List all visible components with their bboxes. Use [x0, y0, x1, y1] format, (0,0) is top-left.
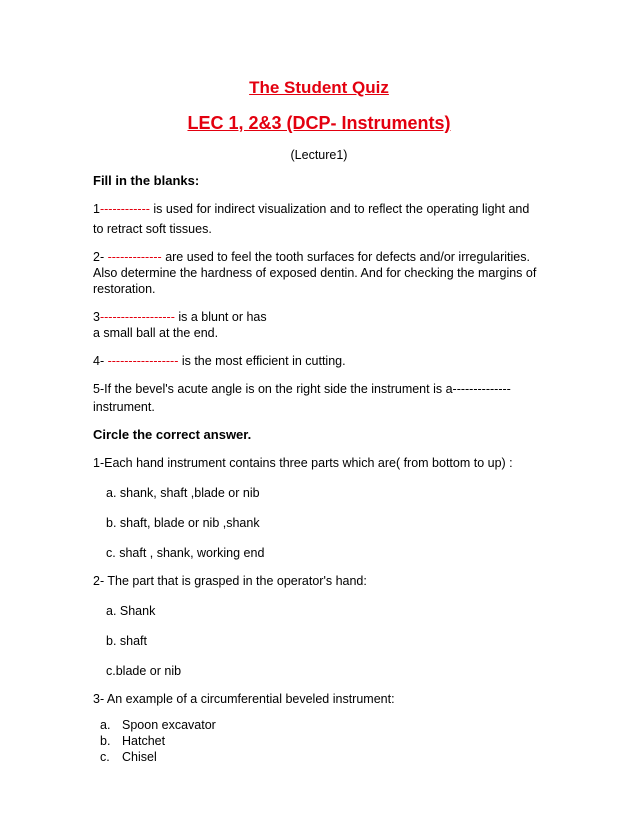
option-3a: a. Spoon excavator	[100, 718, 216, 732]
option-3c: c. Chisel	[100, 750, 157, 764]
quiz-content	[93, 173, 543, 765]
fill-question-1: 1------------ is used for indirect visualization and to reflect the operating light and to retract soft tissues.	[93, 202, 530, 236]
option-2b: b. shaft	[106, 634, 147, 648]
option-2a: a. Shank	[106, 604, 156, 618]
circle-answer-heading: Circle the correct answer.	[93, 427, 252, 442]
fill-blanks-heading: Fill in the blanks:	[93, 173, 200, 188]
circle-question-2: 2- The part that is grasped in the operator's hand:	[93, 574, 367, 588]
circle-question-3: 3- An example of a circumferential beveled instrument:	[93, 692, 395, 706]
option-3b: b. Hatchet	[100, 734, 166, 748]
fill-question-4: 4- ----------------- is the most efficient in cutting.	[93, 354, 346, 368]
page-title: The Student Quiz	[249, 78, 389, 97]
fill-question-2: 2- ------------- are used to feel the tooth surfaces for defects and/or irregularities. Also determine the hardness of exposed dentin. And for checking the margins of restoration.	[93, 250, 537, 296]
option-list-3	[93, 717, 543, 765]
lecture-label: (Lecture1)	[290, 148, 348, 162]
option-1b: b. shaft, blade or nib ,shank	[106, 516, 260, 530]
fill-question-5: 5-If the bevel's acute angle is on the right side the instrument is a-------------- instrument.	[93, 382, 511, 414]
fill-question-3: 3------------------ is a blunt or has a small ball at the end.	[93, 310, 267, 340]
circle-question-1: 1-Each hand instrument contains three parts which are( from bottom to up) :	[93, 456, 513, 470]
option-2c: c.blade or nib	[106, 664, 182, 678]
option-1a: a. shank, shaft ,blade or nib	[106, 486, 260, 500]
option-1c: c. shaft , shank, working end	[106, 546, 265, 560]
page-subtitle: LEC 1, 2&3 (DCP- Instruments)	[187, 113, 451, 133]
